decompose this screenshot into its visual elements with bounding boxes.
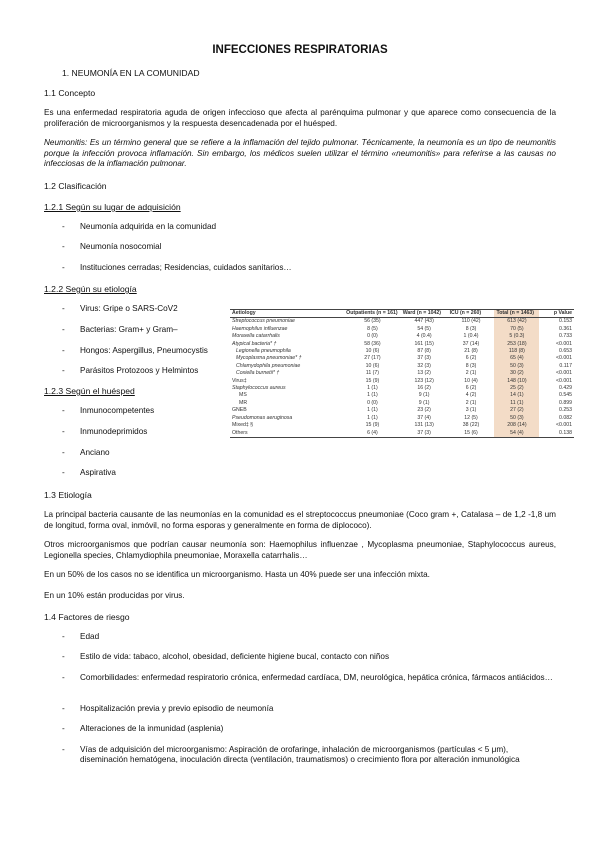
list-item: Alteraciones de la inmunidad (asplenia) xyxy=(80,724,224,733)
table-row xyxy=(230,378,574,385)
list-bullet: - xyxy=(62,222,65,231)
heading-clasificacion: 1.2 Clasificación xyxy=(44,181,107,191)
table-cell: 37 (3) xyxy=(417,355,431,362)
table-cell: 50 (3) xyxy=(494,415,539,422)
table-row xyxy=(230,341,574,348)
table-cell: 87 (8) xyxy=(417,348,431,355)
page-title: INFECCIONES RESPIRATORIAS xyxy=(212,44,388,56)
table-cell: 4 (2) xyxy=(465,392,477,399)
table-cell: 0.138 xyxy=(559,429,572,436)
table-cell: 161 (15) xyxy=(414,340,434,347)
list-item: Bacterias: Gram+ y Gram– xyxy=(80,325,178,334)
table-cell: 10 (6) xyxy=(365,348,380,355)
table-cell-aetiology: Legionella pneumophila xyxy=(236,348,291,355)
table-cell: 8 (5) xyxy=(367,325,378,332)
table-cell: 11 (7) xyxy=(365,370,380,377)
list-item: Comorbilidades: enfermedad respiratorio crónica, enfermedad cardíaca, DM, neurológica, hepática crónica, fármacos antiácidos… xyxy=(80,673,553,682)
table-cell: 13 (2) xyxy=(417,370,431,377)
table-cell: 0 (0) xyxy=(367,333,378,340)
table-cell: 8 (3) xyxy=(465,362,477,369)
table-cell: 38 (22) xyxy=(462,422,480,429)
list-item: Inmunodeprimidos xyxy=(80,427,148,436)
table-cell: 37 (14) xyxy=(462,340,480,347)
table-cell: 613 (42) xyxy=(494,318,539,326)
list-item: Inmunocompetentes xyxy=(80,406,155,415)
table-cell: 0.082 xyxy=(559,414,572,421)
list-item: Parásitos Protozoos y Helmintos xyxy=(80,366,199,375)
table-cell: 65 (4) xyxy=(494,355,539,362)
table-cell: <0.001 xyxy=(555,355,572,362)
table-row xyxy=(230,400,574,407)
table-cell: 9 (1) xyxy=(418,399,430,406)
list-bullet: - xyxy=(62,325,65,334)
table-cell: 14 (1) xyxy=(494,392,539,399)
table-cell: 6 (2) xyxy=(465,355,477,362)
heading-etiologia-clasif: 1.2.2 Según su etiología xyxy=(44,284,137,294)
table-cell: 8 (3) xyxy=(465,325,477,332)
paragraph-virus: En un 10% están producidas por virus. xyxy=(44,591,185,600)
table-cell: 123 (12) xyxy=(414,377,434,384)
section-heading-neumonia: 1. NEUMONÍA EN LA COMUNIDAD xyxy=(62,68,200,78)
table-row xyxy=(230,422,574,429)
table-cell: 10 (4) xyxy=(464,377,478,384)
table-cell: 0.429 xyxy=(559,385,572,392)
table-row xyxy=(230,318,574,326)
list-bullet: - xyxy=(62,263,65,272)
table-cell-aetiology: Virus‡ xyxy=(232,377,247,384)
aetiology-table xyxy=(230,309,574,438)
table-cell: 0.253 xyxy=(559,407,572,414)
list-bullet: - xyxy=(62,724,65,733)
list-item: Edad xyxy=(80,632,100,641)
list-bullet: - xyxy=(62,673,65,682)
table-cell: 70 (5) xyxy=(494,326,539,333)
column-header: Outpatients (n = 161) xyxy=(346,310,398,316)
table-cell: 27 (17) xyxy=(364,355,381,362)
table-cell: 15 (6) xyxy=(464,429,478,436)
table-row xyxy=(230,333,574,340)
list-bullet: - xyxy=(62,427,65,436)
table-cell: 16 (2) xyxy=(417,385,431,392)
table-cell: 2 (1) xyxy=(465,370,477,377)
list-item: Hospitalización previa y previo episodio de neumonía xyxy=(80,704,274,713)
list-bullet: - xyxy=(62,346,65,355)
table-cell: <0.001 xyxy=(555,377,572,384)
table-header-row xyxy=(230,310,574,318)
table-cell: 118 (8) xyxy=(494,348,539,355)
table-cell-aetiology: Haemophilus influenzae xyxy=(232,325,288,332)
column-header: p Value xyxy=(553,310,572,316)
list-bullet: - xyxy=(62,652,65,661)
table-cell: 12 (5) xyxy=(464,414,478,421)
table-cell: 11 (1) xyxy=(494,400,539,407)
table-cell: 27 (2) xyxy=(494,407,539,414)
table-cell-aetiology: Atypical bacteria* † xyxy=(232,340,277,347)
table-cell-aetiology: MS xyxy=(239,392,247,399)
table-cell: 1 (0.4) xyxy=(463,333,479,340)
column-header: Aetiology xyxy=(232,310,256,316)
heading-etiologia: 1.3 Etiología xyxy=(44,490,92,500)
table-cell: 253 (18) xyxy=(494,341,539,348)
table-cell: 131 (13) xyxy=(414,422,434,429)
list-item: Neumonía nosocomial xyxy=(80,242,162,251)
list-item: Neumonía adquirida en la comunidad xyxy=(80,222,217,231)
table-cell: 0.733 xyxy=(559,333,572,340)
table-cell: 25 (2) xyxy=(494,385,539,392)
table-cell: 9 (1) xyxy=(418,392,430,399)
table-row xyxy=(230,326,574,333)
table-cell: 0 (0) xyxy=(367,399,378,406)
heading-factores-riesgo: 1.4 Factores de riesgo xyxy=(44,612,130,622)
table-cell: <0.001 xyxy=(555,370,572,377)
table-cell: 447 (43) xyxy=(414,318,434,325)
table-cell: 0.545 xyxy=(559,392,572,399)
table-cell: 2 (1) xyxy=(465,399,477,406)
table-cell-aetiology: Coxiella burnetii* † xyxy=(236,370,280,377)
list-item: Hongos: Aspergillus, Pneumocystis xyxy=(80,346,208,355)
table-cell: <0.001 xyxy=(555,422,572,429)
table-cell-aetiology: Streptococcus pneumoniae xyxy=(232,318,295,325)
table-cell: 0.361 xyxy=(559,325,572,332)
table-cell: 3 (1) xyxy=(465,407,477,414)
table-cell: 56 (35) xyxy=(364,318,381,325)
table-cell: 1 (1) xyxy=(367,385,378,392)
table-cell-aetiology: Others xyxy=(232,429,248,436)
table-cell: 50 (3) xyxy=(494,363,539,370)
table-row xyxy=(230,407,574,414)
list-bullet: - xyxy=(62,468,65,477)
paragraph-porcentaje-identificacion: En un 50% de los casos no se identifica un microorganismo. Hasta un 40% puede ser una infección mixta. xyxy=(44,570,430,579)
table-cell: 0.117 xyxy=(559,362,572,369)
table-cell: 21 (8) xyxy=(464,348,478,355)
list-item: Estilo de vida: tabaco, alcohol, obesidad, deficiente higiene bucal, contacto con niños xyxy=(80,652,390,661)
table-row xyxy=(230,348,574,355)
paragraph-otros-microorganismos: Otros microorganismos que podrían causar neumonía son: Haemophilus influenzae , Mycoplasma pneumoniae, Staphylococcus aureus, Legionella species, Chlamydiophila pneumoniae, Moraxella catarrhalis… xyxy=(44,540,556,560)
table-cell: 10 (6) xyxy=(365,362,380,369)
table-cell-aetiology: GNEB xyxy=(232,407,247,414)
table-cell: 1 (1) xyxy=(367,414,378,421)
table-cell: 110 (42) xyxy=(461,318,481,325)
table-row xyxy=(230,363,574,370)
list-bullet: - xyxy=(62,366,65,375)
table-row xyxy=(230,370,574,377)
table-cell: 54 (5) xyxy=(417,325,431,332)
heading-lugar-adquisicion: 1.2.1 Según su lugar de adquisición xyxy=(44,202,181,212)
table-cell: 6 (2) xyxy=(465,385,477,392)
heading-huesped: 1.2.3 Según el huésped xyxy=(44,386,135,396)
table-cell: 1 (1) xyxy=(367,407,378,414)
table-cell: 0.653 xyxy=(559,348,572,355)
table-cell: 148 (10) xyxy=(494,378,539,385)
table-cell: 15 (9) xyxy=(365,377,380,384)
table-row xyxy=(230,355,574,362)
table-cell: 15 (9) xyxy=(365,422,380,429)
table-cell: 37 (3) xyxy=(417,429,431,436)
column-header: ICU (n = 260) xyxy=(449,310,482,316)
column-header: Total (n = 1463) xyxy=(494,310,539,318)
table-cell: 6 (4) xyxy=(367,429,378,436)
table-cell-aetiology: Staphylococcus aureus xyxy=(232,385,286,392)
table-cell: 5 (0.3) xyxy=(494,333,539,340)
column-header: Ward (n = 1042) xyxy=(402,310,441,316)
paragraph-neumonitis: Neumonitis: Es un término general que se refiere a la inflamación del tejido pulmonar. Técnicamente, la neumonía es un tipo de neumonitis porque la infección provoca inflamación. Sin embargo, los médicos suelen utilizar el término «neumonitis» para referirse a las causas no infecciosas de la inflamación pulmonar. xyxy=(44,138,556,168)
list-bullet: - xyxy=(62,745,65,754)
list-bullet: - xyxy=(62,304,65,313)
table-row xyxy=(230,430,574,438)
table-cell-aetiology: Mixed‡ § xyxy=(232,422,254,429)
heading-concepto: 1.1 Concepto xyxy=(44,88,96,98)
list-bullet: - xyxy=(62,242,65,251)
table-cell: 0.899 xyxy=(559,399,572,406)
table-cell: 37 (4) xyxy=(417,414,431,421)
list-item: Vías de adquisición del microorganismo: Aspiración de orofaringe, inhalación de microorganismos (partículas < 5 μm), diseminación hematógena, inoculación directa (ventilación, traumatismos) o crecimiento flora por alteración inmunológica xyxy=(80,745,520,765)
table-row xyxy=(230,385,574,392)
paragraph-streptococcus: La principal bacteria causante de las neumonías en la comunidad es el streptococcus pneumoniae (Coco gram +, Catalasa – de 1,2 -1,8 um de longitud, forma oval, inmóvil, no forma esporas y generalmente en forma de diplococo). xyxy=(44,510,556,530)
list-bullet: - xyxy=(62,448,65,457)
table-cell: 32 (3) xyxy=(417,362,431,369)
table-cell: 30 (2) xyxy=(494,370,539,377)
table-cell-aetiology: Chlamydophila pneumoniae xyxy=(236,362,301,369)
table-cell: 23 (2) xyxy=(417,407,431,414)
table-cell-aetiology: MR xyxy=(239,399,248,406)
table-cell: 54 (4) xyxy=(494,430,539,438)
list-item: Anciano xyxy=(80,448,110,457)
paragraph-concepto: Es una enfermedad respiratoria aguda de origen infeccioso que afecta al parénquima pulmonar y que aparece como consecuencia de la proliferación de microorganismos y la respuesta desencadenada por el huésped. xyxy=(44,108,556,128)
list-bullet: - xyxy=(62,406,65,415)
list-item: Virus: Gripe o SARS-CoV2 xyxy=(80,304,178,313)
list-item: Instituciones cerradas; Residencias, cuidados sanitarios… xyxy=(80,263,292,272)
table-cell: 208 (14) xyxy=(494,422,539,429)
table-cell-aetiology: Pseudomonas aeruginosa xyxy=(232,414,293,421)
table-cell-aetiology: Moraxella catarrhalis xyxy=(232,333,280,340)
table-cell-aetiology: Mycoplasma pneumoniae* † xyxy=(236,355,302,362)
table-cell: <0.001 xyxy=(555,340,572,347)
table-cell: 4 (0.4) xyxy=(416,333,432,340)
list-item: Aspirativa xyxy=(80,468,116,477)
table-cell: 58 (36) xyxy=(364,340,381,347)
table-cell: 1 (1) xyxy=(367,392,378,399)
table-cell: 0.153 xyxy=(559,318,572,325)
table-row xyxy=(230,392,574,399)
table-row xyxy=(230,415,574,422)
list-bullet: - xyxy=(62,632,65,641)
list-bullet: - xyxy=(62,704,65,713)
